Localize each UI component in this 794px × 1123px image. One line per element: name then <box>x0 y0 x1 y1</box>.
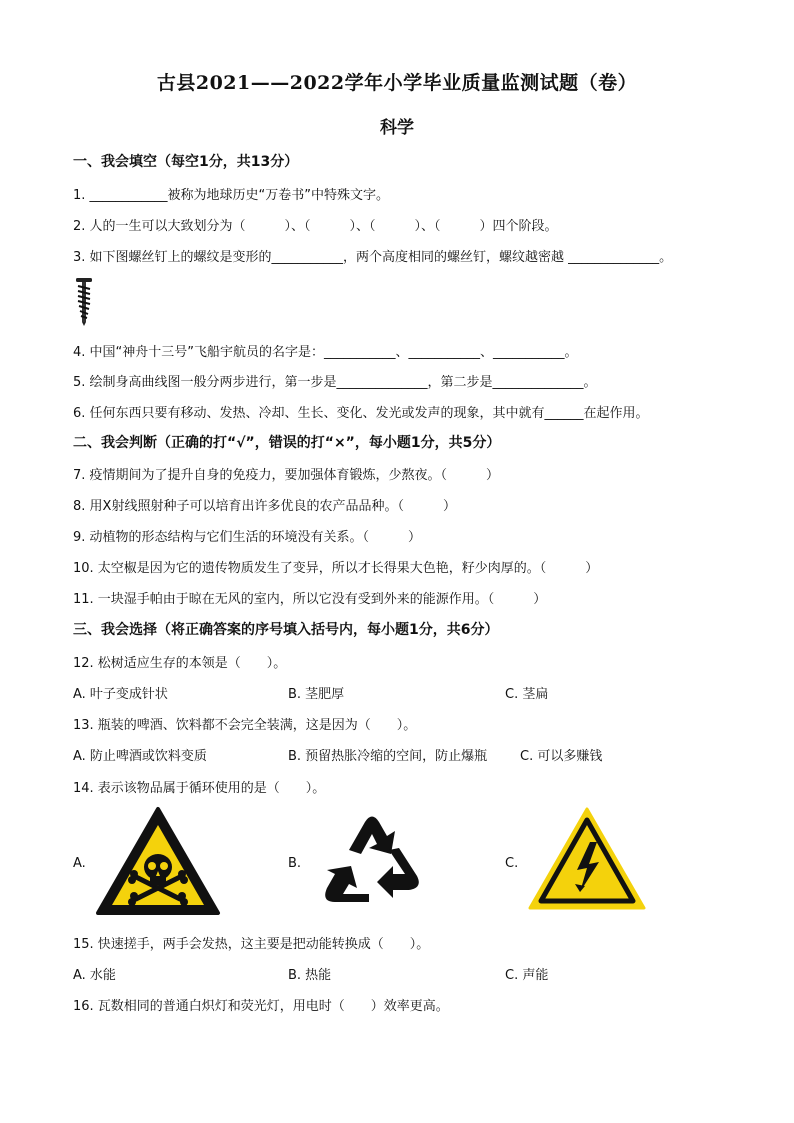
exam-title: 古县2021——2022学年小学毕业质量监测试题（卷） <box>156 72 638 94</box>
question-6: 6. 任何东西只要有移动、发热、冷却、生长、变化、发光或发声的现象，其中就有______在起作用。 <box>73 406 649 421</box>
q12-option-c: C. 茎扁 <box>505 687 549 702</box>
q12-option-b: B. 茎肥厚 <box>288 687 345 702</box>
question-13: 13. 瓶装的啤酒、饮料都不会完全装满，这是因为（ ）。 <box>73 718 417 733</box>
question-14: 14. 表示该物品属于循环使用的是（ ）。 <box>73 781 326 796</box>
poison-warning-icon <box>94 805 222 921</box>
question-9: 9. 动植物的形态结构与它们生活的环境没有关系。（ ） <box>73 530 422 545</box>
screw-icon <box>74 277 96 331</box>
q14-option-c: C. <box>505 856 519 871</box>
question-8: 8. 用X射线照射种子可以培育出许多优良的农产品品种。（ ） <box>73 499 456 514</box>
recycle-icon <box>313 806 431 922</box>
section-2-heading: 二、我会判断（正确的打“√”，错误的打“×”，每小题1分，共5分） <box>73 435 501 451</box>
high-voltage-icon <box>527 806 647 916</box>
q14-option-b: B. <box>288 856 302 871</box>
q15-option-c: C. 声能 <box>505 968 549 983</box>
q13-option-b: B. 预留热胀冷缩的空间，防止爆瓶 <box>288 749 488 764</box>
question-5: 5. 绘制身高曲线图一般分两步进行，第一步是______________，第二步是______________。 <box>73 375 597 390</box>
q15-option-a: A. 水能 <box>73 968 116 983</box>
subject-title: 科学 <box>380 118 414 138</box>
q15-option-b: B. 热能 <box>288 968 332 983</box>
question-2: 2. 人的一生可以大致划分为（ ）、（ ）、（ ）、（ ）四个阶段。 <box>73 219 558 234</box>
q13-option-a: A. 防止啤酒或饮料变质 <box>73 749 207 764</box>
question-16: 16. 瓦数相同的普通白炽灯和荧光灯，用电时（ ）效率更高。 <box>73 999 449 1014</box>
question-10: 10. 太空椒是因为它的遗传物质发生了变异，所以才长得果大色艳，籽少肉厚的。（ ） <box>73 561 599 576</box>
section-1-heading: 一、我会填空（每空1分，共13分） <box>73 154 299 170</box>
question-11: 11. 一块湿手帕由于晾在无风的室内，所以它没有受到外来的能源作用。（ ） <box>73 592 547 607</box>
question-15: 15. 快速搓手，两手会发热，这主要是把动能转换成（ ）。 <box>73 937 430 952</box>
question-7: 7. 疫情期间为了提升自身的免疫力，要加强体育锻炼，少熬夜。（ ） <box>73 468 500 483</box>
section-3-heading: 三、我会选择（将正确答案的序号填入括号内，每小题1分，共6分） <box>73 622 499 638</box>
question-12: 12. 松树适应生存的本领是（ ）。 <box>73 656 287 671</box>
q12-option-a: A. 叶子变成针状 <box>73 687 168 702</box>
q13-option-c: C. 可以多赚钱 <box>520 749 603 764</box>
question-1: 1. ____________被称为地球历史“万卷书”中特殊文字。 <box>73 188 390 203</box>
question-3: 3. 如下图螺丝钉上的螺纹是变形的___________，两个高度相同的螺丝钉，螺纹越密越 ______________。 <box>73 250 673 265</box>
q14-option-a: A. <box>73 856 86 871</box>
question-4: 4. 中国“神舟十三号”飞船宇航员的名字是：___________、___________、___________。 <box>73 345 578 360</box>
